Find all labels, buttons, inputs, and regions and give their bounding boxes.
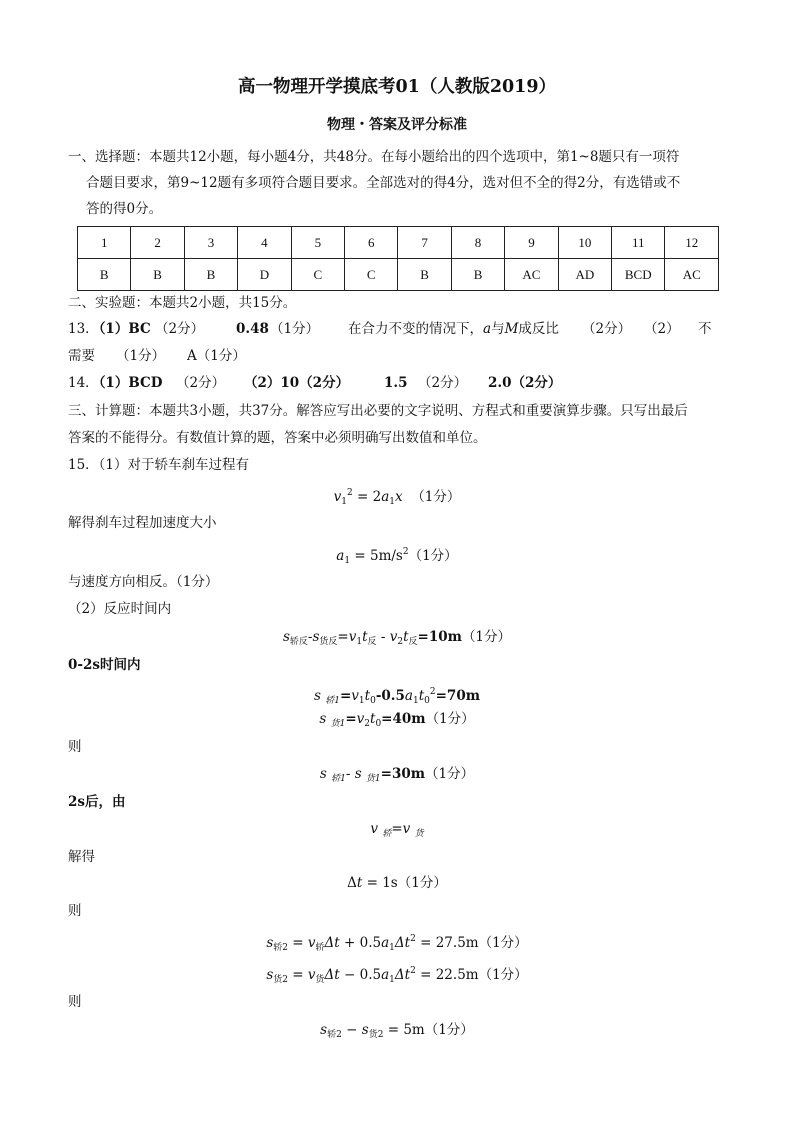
section3-line2: 答案的不能得分。有数值计算的题，答案中必须明确写出数值和单位。	[68, 430, 487, 446]
q15-text-5: 0-2s时间内	[68, 657, 141, 673]
q13-answer4a: 不	[698, 321, 712, 337]
q13-value2: 0.48	[236, 321, 269, 337]
q14-value3: 1.5	[384, 375, 408, 391]
question-number-cell: 9	[505, 227, 558, 259]
q15-equation-9: $s_{轿2} = v_轿\Delta t + 0.5a_1\Delta t^2 = 27.5m(1$分）	[266, 934, 528, 953]
q15-equation-8: Δt = 1s（1分）	[347, 875, 447, 891]
q15-equation-6: s $_{轿1}$- s $_{货1}$=30m（1分）	[319, 766, 475, 784]
answer-cell: B	[131, 259, 184, 291]
question-number-cell: 8	[451, 227, 504, 259]
q15-equation-10: $s_{货2} = v_货\Delta t - 0.5a_1\Delta t^2 = 22.5m(1$分）	[266, 966, 528, 985]
q15-equation-7: v $_轿$=v $_货$	[370, 821, 424, 839]
answer-cell: B	[451, 259, 504, 291]
q15-text-2: 解得刹车过程加速度大小	[68, 515, 217, 531]
q14-score1: （2分）	[176, 375, 226, 391]
q15-intro: 15．（1）对于轿车刹车过程有	[68, 457, 250, 473]
answer-cell: BCD	[612, 259, 665, 291]
q13-part1: （1）BC	[98, 321, 151, 337]
answer-cell: AC	[665, 259, 719, 291]
q15-equation-1: $v_1^2 = 2a_1x$ （1分）	[333, 488, 461, 507]
page-subtitle: 物理・答案及评分标准	[327, 117, 467, 133]
question-number-cell: 5	[291, 227, 344, 259]
answer-table-number-row	[78, 227, 719, 259]
q14-value4: 2.0（2分）	[488, 375, 562, 391]
q13-score4: （1分）	[116, 348, 166, 364]
symbol-a: a	[483, 321, 492, 337]
answer-cell: AD	[558, 259, 611, 291]
section2-heading: 二、实验题：本题共2小题，共15分。	[68, 295, 297, 311]
q13-score1: （2分）	[155, 321, 205, 337]
question-number-cell: 1	[78, 227, 131, 259]
answer-cell: C	[291, 259, 344, 291]
q13-part4: （2）	[644, 321, 680, 337]
question-number-cell: 6	[345, 227, 398, 259]
answer-cell: C	[345, 259, 398, 291]
q14-line	[68, 374, 162, 392]
q13-number: 13．	[68, 321, 99, 337]
q14-part1: （1）BCD	[98, 375, 163, 391]
question-number-cell: 12	[665, 227, 719, 259]
section1-line2: 合题目要求，第9~12题有多项符合题目要求。全部选对的得4分，选对但不全的得2分，有选错或不	[86, 175, 681, 191]
section1-line1: 一、选择题：本题共12小题，每小题4分，共48分。在每小题给出的四个选项中，第1~8题只有一项符	[68, 149, 680, 165]
q14-score3: （2分）	[418, 375, 468, 391]
q15-equation-4: s $_{轿1}=v_1t_0-0.5a_1t_0^2=70m$	[313, 687, 480, 706]
answer-table	[77, 226, 719, 291]
answer-cell: AC	[505, 259, 558, 291]
question-number-cell: 10	[558, 227, 611, 259]
q15-equation-5: s $_{货1}=v_2t_0=40m(1$分）	[319, 711, 475, 729]
section3-line1: 三、计算题：本题共3小题，共37分。解答应写出必要的文字说明、方程式和重要演算步骤。只写出最后	[68, 403, 688, 419]
q15-text-10: 则	[68, 994, 82, 1010]
symbol-m: M	[504, 321, 519, 337]
answer-cell: B	[184, 259, 237, 291]
q15-text-8: 解得	[68, 849, 95, 865]
q13-line1	[68, 320, 204, 338]
answer-cell: B	[78, 259, 131, 291]
q15-text-3: 与速度方向相反。（1分）	[68, 574, 219, 590]
question-number-cell: 11	[612, 227, 665, 259]
answer-cell: D	[238, 259, 291, 291]
section1-line3: 答的得0分。	[86, 201, 163, 217]
q13-answer4b: 需要	[68, 348, 95, 364]
q15-text-9: 则	[68, 903, 82, 919]
question-number-cell: 3	[184, 227, 237, 259]
q14-part2: （2）10（2分）	[244, 375, 350, 391]
q13-answer5: A（1分）	[187, 348, 246, 364]
q15-text-7: 2s后，由	[68, 794, 126, 810]
answer-table-answer-row	[78, 259, 719, 291]
q15-equation-3: $s_{轿反}-s_{货反}=v_1t_反 - v_2t_反=10m(1$分）	[282, 629, 512, 647]
question-number-cell: 4	[238, 227, 291, 259]
question-number-cell: 2	[131, 227, 184, 259]
q15-equation-11: $s_{轿2} - s_{货2} = 5m(1$分）	[320, 1022, 474, 1040]
q14-number: 14．	[68, 375, 99, 391]
q13-score3: （2分）	[582, 321, 632, 337]
q15-text-6: 则	[68, 739, 82, 755]
q13-part3: 在合力不变的情况下，a与M成反比	[348, 321, 559, 337]
answer-cell: B	[398, 259, 451, 291]
question-number-cell: 7	[398, 227, 451, 259]
q15-equation-2: $a_1 = 5m/s^2(1$分）	[336, 547, 458, 566]
q13-score2: （1分）	[270, 321, 320, 337]
page-title: 高一物理开学摸底考01（人教版2019）	[237, 77, 557, 97]
q15-text-4: （2）反应时间内	[68, 601, 172, 617]
